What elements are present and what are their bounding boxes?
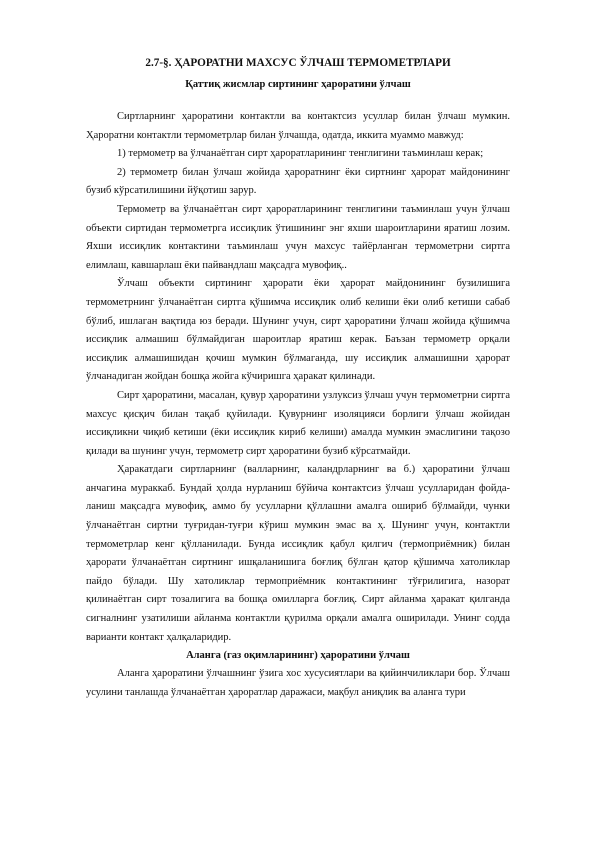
paragraph: Ўлчаш объекти сиртининг ҳарорати ёки ҳарорат майдонининг бузилишига термометрнинг ўлчанаётган сиртга қўшимча иссиқлик олиб келиши ёки олиб кетиши сабаб бўлиб, ишлаган вақтида юз беради. Шунинг учун, сирт ҳароратини ўлчаш жойида қўшимча иссиқлик алмашиш бўлмайдиган шароитлар яратиш керак. Баъзан термометр орқали иссиқлик алмашишидан қочиш мумкин бўлмаганда, шу иссиқлик алмашишни ҳарорат ўлчанадиган жойдан бошқа жойга кўчиришга ҳаракат қилинади. xyxy=(86,278,510,383)
paragraph: Сиртларнинг ҳароратини контактли ва контактсиз усуллар билан ўлчаш мумкин. Ҳароратни контактли термометрлар билан ўлчашда, одатда, иккита муаммо мавжуд: xyxy=(86,111,510,141)
paragraph: Термометр ва ўлчанаётган сирт ҳароратларининг тенглигини таъминлаш учун ўлчаш объекти сиртидан термометрга иссиқлик ўтишининг энг яхши шароитларини яратиш лозим. Яхши иссиқлик контактини таъминлаш учун махсус тайёрланган термометрни сиртга елимлаш, кавшарлаш ёки пайвандлаш мақсадга мувофиқ.. xyxy=(86,203,510,271)
paragraph: Сирт ҳароратини, масалан, қувур ҳароратини узлуксиз ўлчаш учун термометрни сиртга махсус қисқич билан тақаб қуйилади. Қувурнинг изоляцияси борлиги ўлчаш жойидан иссиқликни чиқиб кетиши (ёки иссиқлик кириб келиши) амалда мумкин эмаслигини тақозо қилади ва шунинг учун, термометр сирт ҳароратини бузиб кўрсатмайди. xyxy=(86,389,510,457)
section-heading: Аланга (газ оқимларининг) ҳароратини ўлчаш xyxy=(186,650,410,662)
paragraph: Аланга ҳароратини ўлчашнинг ўзига хос хусусиятлари ва қийинчиликлари бор. Ўлчаш усулини танлашда ўлчанаётган ҳароратлар даражаси, мақбул аниқлик ва аланга тури xyxy=(86,668,510,698)
page-title: 2.7-§. ҲАРОРАТНИ МАХСУС ЎЛЧАШ ТЕРМОМЕТРЛАРИ xyxy=(145,57,451,69)
list-item: 1) термометр ва ўлчанаётган сирт ҳароратларининг тенглигини таъминлаш керак; xyxy=(117,148,484,160)
paragraph: Ҳаракатдаги сиртларнинг (валларнинг, каландрларнинг ва б.) ҳароратини ўлчаш анчагина мураккаб. Бундай ҳолда нурланиш бўйича контактсиз ўлчаш усулларидан фойда-ланиш мақсадга мувофиқ, аммо бу усулларни қўллашни амалга ошириб бўлмайди, чунки ўлчанаётган сиртни туғридан-туғри кўриш мумкин эмас ва ҳ. Шунинг учун, контактли термометрлар кенг қўлланилади. Бунда иссиқлик қабул қилгич (термоприёмник) билан ҳарорати ўлчанаётган сиртнинг ишқаланишига боғлиқ бўлган қатор қўшимча хатоликлар пайдо бўлади. Шу хатоликлар термоприёмник контактининг тўғрилигига, назорат қилинаётган сирт тозалигига ва бошқа омилларга боғлиқ. Сирт айланма ҳаракат қилганда сигналнинг узатилиши айланма контактли қурилма орқали амалга оширилади. Унинг содда варианти контакт ҳалқаларидир. xyxy=(86,464,510,643)
list-item: 2) термометр билан ўлчаш жойида ҳароратнинг ёки сиртнинг ҳарорат майдонининг бузиб кўрсатилишини йўқотиш зарур. xyxy=(86,166,510,197)
section-subtitle: Қаттиқ жисмлар сиртининг ҳароратини ўлчаш xyxy=(185,79,411,90)
